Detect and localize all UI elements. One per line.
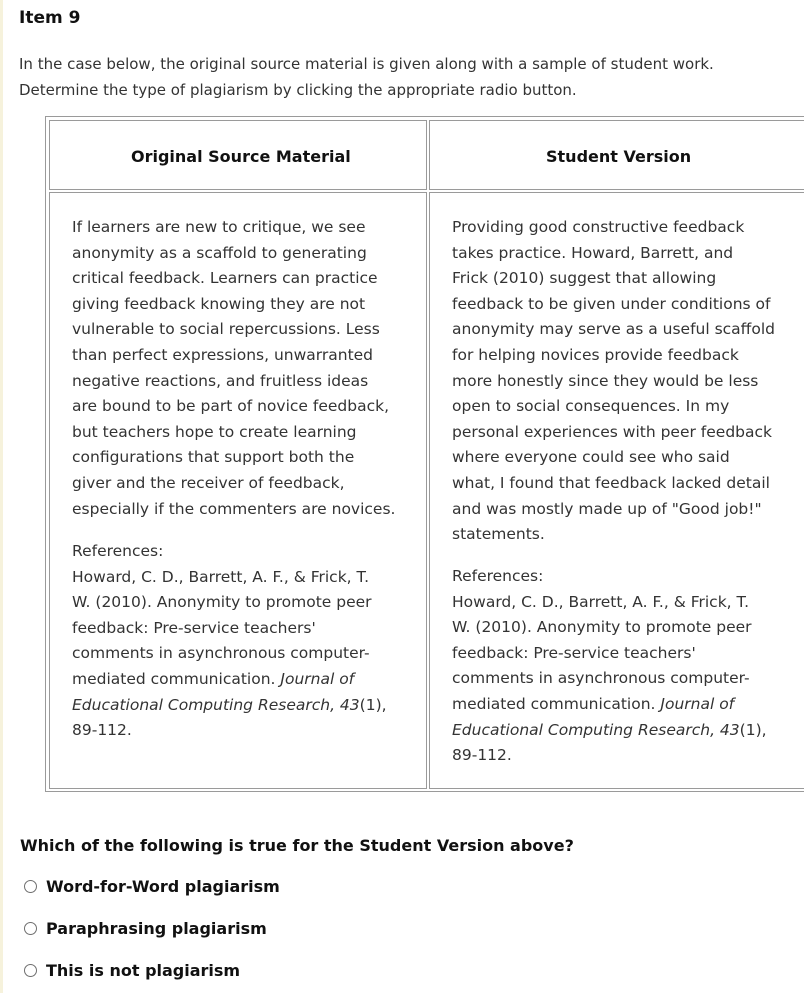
original-line: anonymity as a scaffold to generating [72,243,367,262]
original-line: negative reactions, and fruitless ideas [72,371,369,390]
journal-title: Educational Computing Research, 43 [72,695,360,714]
student-line: open to social consequences. In my [452,397,730,416]
reference-line [452,692,797,718]
student-line: anonymity may serve as a useful scaffold [452,320,775,339]
radio-word-for-word[interactable] [24,880,37,893]
student-text [452,215,797,548]
student-references [452,564,797,769]
reference-text: (1), [359,695,387,714]
reference-line [72,693,417,719]
original-header: Original Source Material [131,147,351,166]
student-line: more honestly since they would be less [452,371,759,390]
reference-line: Howard, C. D., Barrett, A. F., & Frick, T. [452,592,750,611]
original-line: giver and the receiver of feedback, [72,473,345,492]
left-edge-strip [0,0,3,993]
option-paraphrasing[interactable] [24,919,267,938]
journal-title: Educational Computing Research, 43 [452,720,740,739]
journal-title: Journal of [280,669,355,688]
student-line: takes practice. Howard, Barrett, and [452,243,734,262]
original-line: especially if the commenters are novices. [72,499,396,518]
reference-line: comments in asynchronous computer- [72,644,370,663]
student-line: what, I found that feedback lacked detail [452,473,770,492]
student-line: for helping novices provide feedback [452,345,739,364]
reference-line: comments in asynchronous computer- [452,669,750,688]
original-references [72,539,417,744]
reference-line: 89-112. [72,721,132,740]
references-label: References: [452,567,544,585]
option-not-plagiarism[interactable] [24,961,240,980]
student-line: Frick (2010) suggest that allowing [452,269,717,288]
reference-text: mediated communication. [72,669,281,688]
radio-not-plagiarism[interactable] [24,964,37,977]
original-line: are bound to be part of novice feedback, [72,397,390,416]
student-line: statements. [452,525,545,544]
original-line: vulnerable to social repercussions. Less [72,320,380,339]
reference-line [72,667,417,693]
original-line: If learners are new to critique, we see [72,218,366,236]
reference-line: Howard, C. D., Barrett, A. F., & Frick, T. [72,567,370,586]
student-line: feedback to be given under conditions of [452,294,771,313]
question-text: Which of the following is true for the Student Version above? [20,836,574,855]
original-line: configurations that support both the [72,448,355,467]
student-body-cell [429,192,804,789]
reference-line [452,718,797,744]
option-label: Paraphrasing plagiarism [46,919,267,938]
reference-line: 89-112. [452,746,512,765]
reference-text: (1), [739,720,767,739]
original-line: than perfect expressions, unwarranted [72,345,374,364]
option-label: This is not plagiarism [46,961,241,980]
student-header: Student Version [546,147,692,166]
instructions-line-1: In the case below, the original source material is given along with a sample of student work. [19,55,714,73]
original-line: critical feedback. Learners can practice [72,269,378,288]
reference-line: W. (2010). Anonymity to promote peer [452,618,752,637]
reference-line: W. (2010). Anonymity to promote peer [72,593,372,612]
references-label: References: [72,542,164,560]
option-word-for-word[interactable] [24,877,280,896]
original-text [72,215,417,522]
journal-title: Journal of [660,694,735,713]
reference-text: mediated communication. [452,694,661,713]
original-header-cell [49,120,427,190]
option-label: Word-for-Word plagiarism [46,877,280,896]
instructions [19,51,799,103]
student-line: where everyone could see who said [452,448,730,467]
comparison-table [45,116,804,792]
item-title: Item 9 [19,8,81,28]
student-line: and was mostly made up of "Good job!" [452,499,762,518]
reference-line: feedback: Pre-service teachers' [452,643,696,662]
radio-paraphrasing[interactable] [24,922,37,935]
original-line: but teachers hope to create learning [72,422,357,441]
original-line: giving feedback knowing they are not [72,294,366,313]
student-header-cell [429,120,804,190]
student-line: Providing good constructive feedback [452,218,745,236]
original-body-cell [49,192,427,789]
reference-line: feedback: Pre-service teachers' [72,618,316,637]
student-line: personal experiences with peer feedback [452,422,772,441]
instructions-line-2: Determine the type of plagiarism by clicking the appropriate radio button. [19,81,577,99]
